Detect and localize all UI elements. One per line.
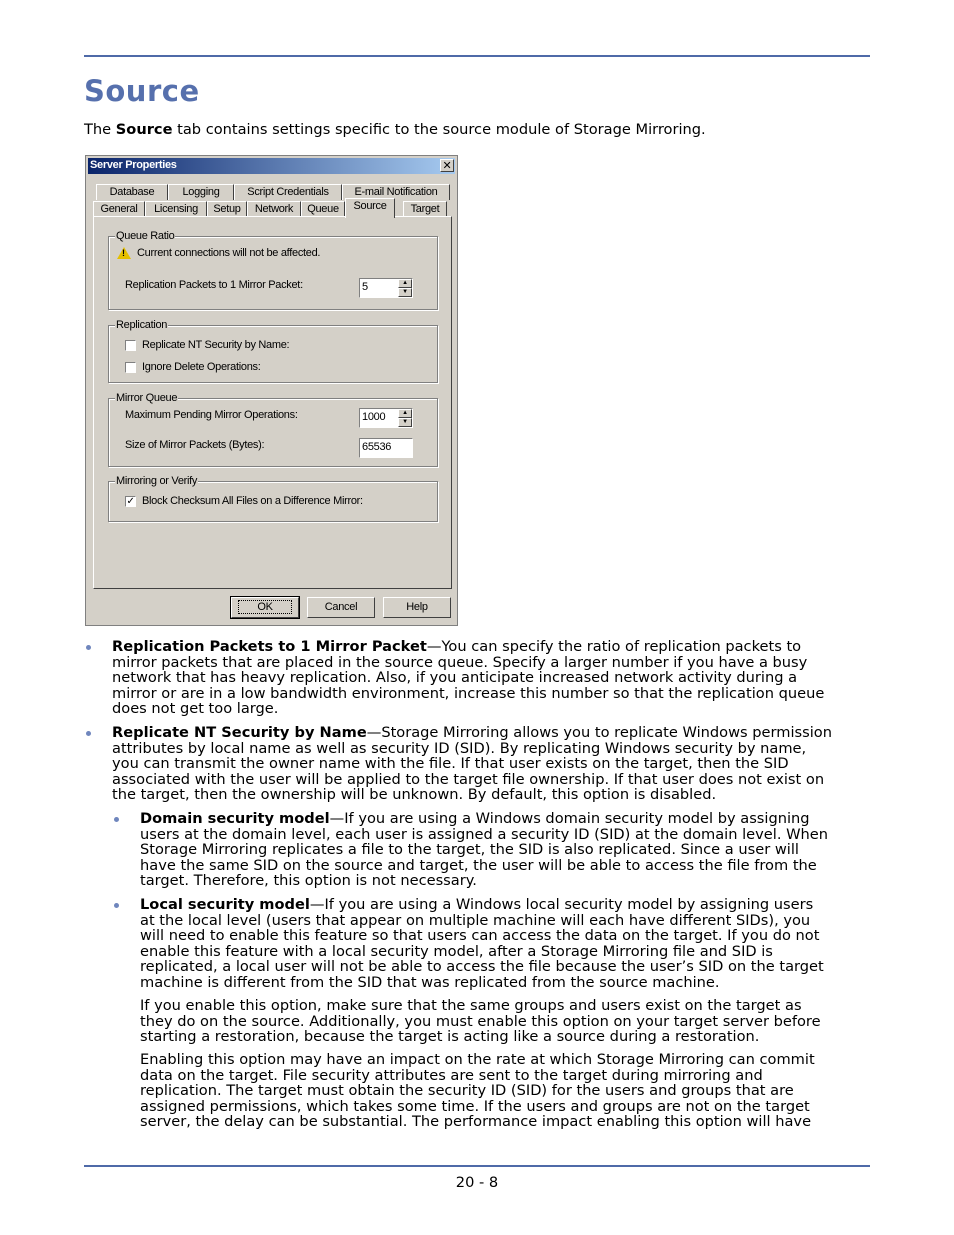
- ok-button[interactable]: OK: [231, 597, 299, 618]
- max-pending-spinner[interactable]: ▲ ▼: [398, 409, 412, 427]
- nt-security-checkbox[interactable]: [125, 340, 136, 351]
- replication-packets-input[interactable]: 5: [359, 278, 413, 298]
- local-model-paragraph-2: Enabling this option may have an impact on the rate at which Storage Mirroring can commit data on the target. File security attributes are sent to the target during mirroring and replication. The target must obtain the security ID (SID) for the users and groups that are assigned permissions, which takes some time. If the users and groups are not on the target server, the delay can be substantial. The performance impact enabling this option will have: [140, 1051, 815, 1131]
- replication-packets-label: Replication Packets to 1 Mirror Packet:: [125, 279, 303, 291]
- tab-email-notification[interactable]: E-mail Notification: [342, 184, 450, 200]
- item-local-security-model: Local security model—If you are using a Windows local security model by assigning users at the local level (users that appear on multiple machine will each have different SIDs), you will need to enable this feature so that users can access the data on the target. If you do not enable this feature with a local security model, after a Storage Mirroring file and SID is replicated, a local user will not be able to access the file because the user’s SID on the target machine is different from the SID that was replicated from the source machine.: [140, 896, 824, 991]
- intro-paragraph: The Source tab contains settings specific to the source module of Storage Mirroring.: [84, 121, 706, 138]
- bullet-icon: [114, 903, 119, 908]
- source-tab-panel: [93, 216, 452, 589]
- tab-source[interactable]: Source: [345, 198, 395, 218]
- bullet-icon: [114, 817, 119, 822]
- item-replication-packets: Replication Packets to 1 Mirror Packet—You can specify the ratio of replication packets to mirror packets that are placed in the source queue. Specify a larger number if you have a busy network that has heavy replication. Also, if you anticipate increased network activity during a mirror or are in a low bandwidth environment, increase this number so that the replication queue does not get too large.: [112, 638, 825, 718]
- tab-row-1: [96, 184, 451, 200]
- replication-packets-spinner[interactable]: ▲ ▼: [398, 279, 412, 297]
- ignore-delete-label: Ignore Delete Operations:: [142, 361, 261, 373]
- page-title: Source: [84, 74, 200, 108]
- queue-ratio-group: [108, 230, 438, 310]
- replication-group: [108, 319, 438, 383]
- help-button[interactable]: Help: [383, 597, 451, 618]
- max-pending-input[interactable]: 1000: [359, 408, 413, 428]
- tab-row-2: [93, 201, 452, 217]
- block-checksum-label: Block Checksum All Files on a Difference Mirror:: [142, 495, 363, 507]
- footer-rule: [84, 1165, 870, 1167]
- mirroring-verify-legend: Mirroring or Verify: [116, 475, 198, 487]
- tab-setup[interactable]: Setup: [207, 201, 247, 217]
- queue-ratio-legend: Queue Ratio: [116, 230, 175, 242]
- local-model-paragraph-1: If you enable this option, make sure that the same groups and users exist on the target as they do on the source. Additionally, you must enable this option on your target server before starting a restoration, because the target is acting like a source during a restoration.: [140, 997, 821, 1046]
- server-properties-dialog: [85, 155, 458, 626]
- page-number: 20 - 8: [455, 1174, 499, 1191]
- replication-legend: Replication: [116, 319, 168, 331]
- bullet-icon: [86, 645, 91, 650]
- tab-target[interactable]: Target: [403, 201, 447, 217]
- nt-security-label: Replicate NT Security by Name:: [142, 339, 290, 351]
- tab-licensing[interactable]: Licensing: [145, 201, 207, 217]
- mirroring-verify-group: [108, 475, 438, 522]
- dialog-title: Server Properties: [90, 159, 177, 171]
- tab-script-credentials[interactable]: Script Credentials: [234, 184, 342, 200]
- ignore-delete-checkbox[interactable]: [125, 362, 136, 373]
- dialog-titlebar: [88, 158, 455, 174]
- block-checksum-checkbox[interactable]: ✓: [126, 496, 135, 507]
- tab-general[interactable]: General: [93, 201, 145, 217]
- max-pending-label: Maximum Pending Mirror Operations:: [125, 409, 298, 421]
- tab-database[interactable]: Database: [96, 184, 168, 200]
- item-replicate-nt-security: Replicate NT Security by Name—Storage Mirroring allows you to replicate Windows permission attributes by local name as well as security ID (SID). By replicating Windows security by name, you can transmit the owner name with the file. If that user exists on the target, then the SID associated with the user will be applied to the target file ownership. If that user does not exist on the target, then the ownership will be unknown. By default, this option is disabled.: [112, 724, 832, 804]
- packet-size-label: Size of Mirror Packets (Bytes):: [125, 439, 265, 451]
- tab-queue[interactable]: Queue: [301, 201, 345, 217]
- mirror-queue-legend: Mirror Queue: [116, 392, 178, 404]
- packet-size-input[interactable]: 65536: [359, 438, 413, 458]
- close-icon[interactable]: ✕: [440, 159, 454, 172]
- cancel-button[interactable]: Cancel: [307, 597, 375, 618]
- item-domain-security-model: Domain security model—If you are using a Windows domain security model by assigning users at the domain level, each user is assigned a security ID (SID) at the domain level. When Storage Mirroring replicates a file to the target, the SID is also replicated. Since a user will have the same SID on the source and target, the user will be able to access the file from the target. Therefore, this option is not necessary.: [140, 810, 829, 890]
- tab-network[interactable]: Network: [247, 201, 301, 217]
- header-rule: [84, 55, 870, 57]
- warning-icon: !: [117, 247, 131, 259]
- mirror-queue-group: [108, 392, 438, 467]
- bullet-icon: [86, 731, 91, 736]
- queue-ratio-warning: Current connections will not be affected.: [137, 247, 321, 259]
- tab-logging[interactable]: Logging: [168, 184, 234, 200]
